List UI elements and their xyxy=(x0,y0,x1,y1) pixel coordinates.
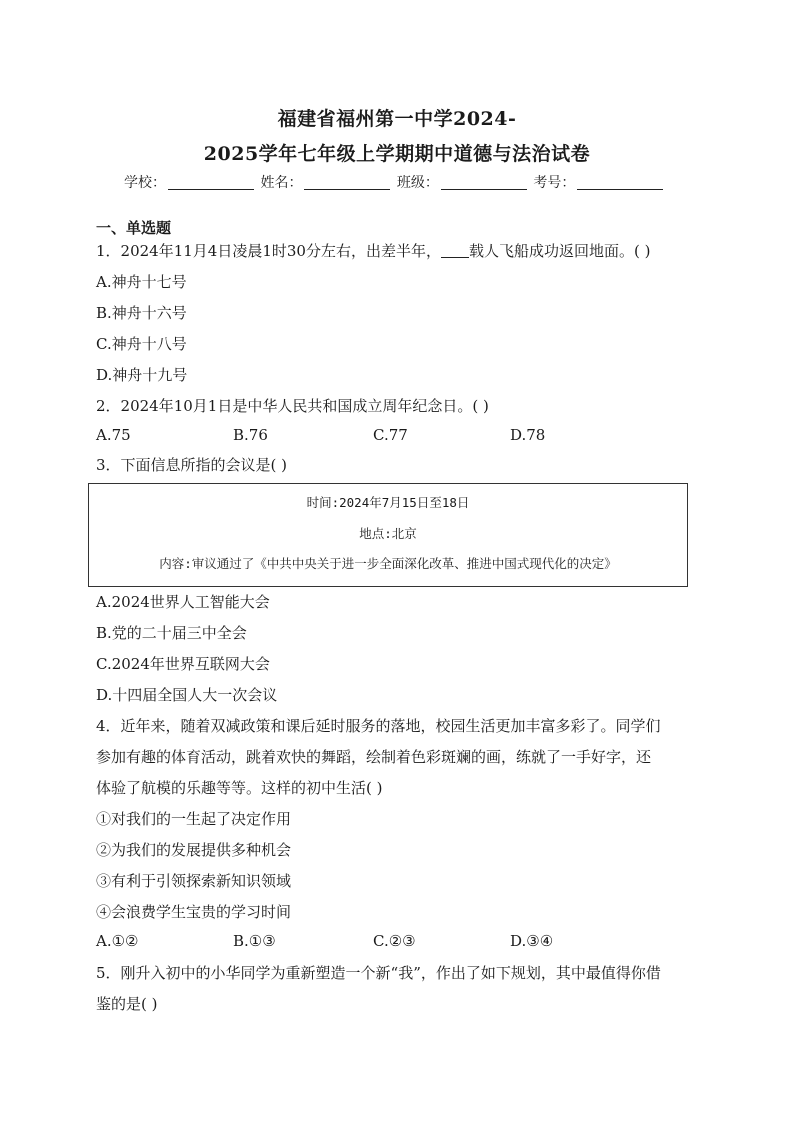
question-4-stem-line1: 4．近年来，随着双减政策和课后延时服务的落地，校园生活更加丰富多彩了。同学们 xyxy=(96,717,661,735)
exam-title-line1: 福建省福州第一中学2024- xyxy=(277,108,517,130)
question-1-option-a[interactable]: A.神舟十七号 xyxy=(96,273,187,291)
question-5-stem-line2: 鉴的是( ) xyxy=(96,995,158,1013)
info-box-content: 内容:审议通过了《中共中央关于进一步全面深化改革、推进中国式现代化的决定》 xyxy=(159,556,617,571)
question-1-text-before: 1．2024年11月4日凌晨1时30分左右，出差半年， xyxy=(96,242,441,260)
info-box-place: 地点:北京 xyxy=(359,526,417,541)
question-1-stem xyxy=(96,240,650,261)
question-3-option-a[interactable]: A.2024世界人工智能大会 xyxy=(96,593,270,611)
question-3-option-d[interactable]: D.十四届全国人大一次会议 xyxy=(96,686,278,704)
question-4-statement-3: ③有利于引领探索新知识领域 xyxy=(96,872,292,890)
school-blank[interactable] xyxy=(168,175,254,190)
question-1-blank xyxy=(441,245,469,258)
name-field[interactable] xyxy=(260,172,390,192)
section-title-single-choice: 一、单选题 xyxy=(96,219,172,237)
exam-number-blank[interactable] xyxy=(577,175,663,190)
info-box-time: 时间:2024年7月15日至18日 xyxy=(306,495,470,510)
question-2-option-a[interactable]: A.75 xyxy=(96,426,131,444)
question-4-statement-1: ①对我们的一生起了决定作用 xyxy=(96,810,292,828)
question-4-stem-line2: 参加有趣的体育活动，跳着欢快的舞蹈，绘制着色彩斑斓的画，练就了一手好字，还 xyxy=(96,748,652,766)
question-4-option-b[interactable]: B.①③ xyxy=(233,932,276,950)
exam-number-label: 考号： xyxy=(533,175,576,191)
question-4-option-c[interactable]: C.②③ xyxy=(373,932,416,950)
name-blank[interactable] xyxy=(304,175,390,190)
exam-title-line2: 2025学年七年级上学期期中道德与法治试卷 xyxy=(203,143,591,165)
student-info-row xyxy=(124,172,665,192)
question-1-option-d[interactable]: D.神舟十九号 xyxy=(96,366,188,384)
question-4-statement-2: ②为我们的发展提供多种机会 xyxy=(96,841,292,859)
question-5-stem-line1: 5．刚升入初中的小华同学为重新塑造一个新“我”，作出了如下规划，其中最值得你借 xyxy=(96,964,661,982)
question-3-info-box xyxy=(88,483,688,587)
question-3-option-b[interactable]: B.党的二十届三中全会 xyxy=(96,624,247,642)
question-2-option-b[interactable]: B.76 xyxy=(233,426,268,444)
class-label: 班级： xyxy=(396,175,439,191)
question-2-option-d[interactable]: D.78 xyxy=(510,426,546,444)
question-4-option-d[interactable]: D.③④ xyxy=(510,932,554,950)
name-label: 姓名： xyxy=(260,175,303,191)
question-1-option-b[interactable]: B.神舟十六号 xyxy=(96,304,187,322)
question-1-text-after: 载人飞船成功返回地面。( ) xyxy=(468,242,651,260)
school-field[interactable] xyxy=(124,172,254,192)
question-3-stem: 3．下面信息所指的会议是( ) xyxy=(96,456,288,474)
question-2-stem: 2．2024年10月1日是中华人民共和国成立周年纪念日。( ) xyxy=(96,397,489,415)
question-1-option-c[interactable]: C.神舟十八号 xyxy=(96,335,187,353)
exam-number-field[interactable] xyxy=(533,172,663,192)
question-3-option-c[interactable]: C.2024年世界互联网大会 xyxy=(96,655,270,673)
question-4-statement-4: ④会浪费学生宝贵的学习时间 xyxy=(96,903,292,921)
class-blank[interactable] xyxy=(441,175,527,190)
class-field[interactable] xyxy=(397,172,527,192)
school-label: 学校： xyxy=(124,175,166,191)
question-4-option-a[interactable]: A.①② xyxy=(96,932,139,950)
question-2-option-c[interactable]: C.77 xyxy=(373,426,408,444)
question-4-stem-line3: 体验了航模的乐趣等等。这样的初中生活( ) xyxy=(96,779,383,797)
